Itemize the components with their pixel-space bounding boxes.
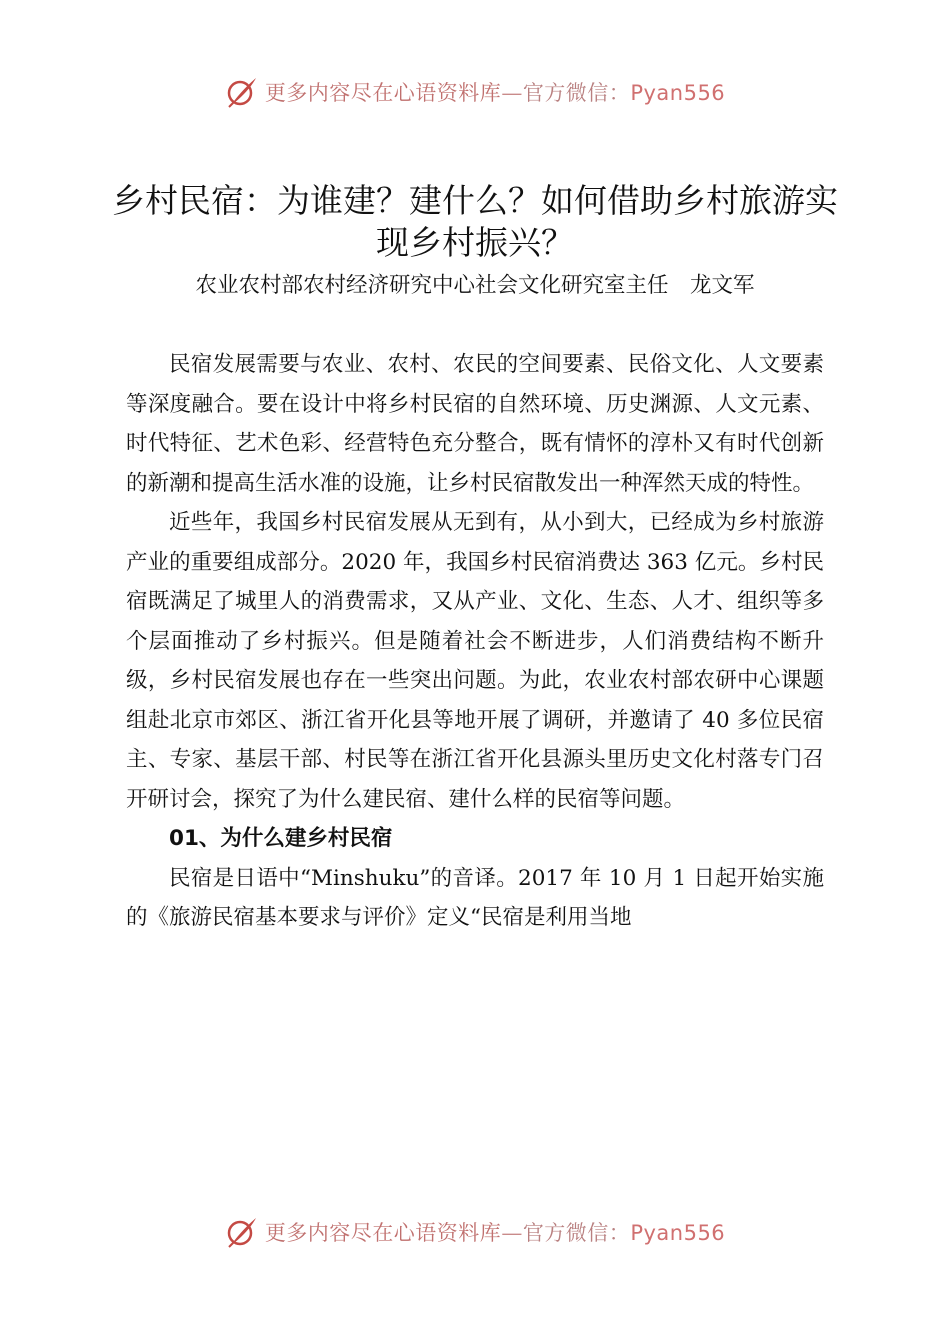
section-heading: 01、为什么建乡村民宿	[169, 826, 393, 851]
footer-banner	[0, 1210, 950, 1254]
banner-text	[265, 77, 725, 107]
banner-wechat-id: Pyan556	[630, 81, 726, 105]
banner-wechat-id: Pyan556	[630, 1221, 726, 1245]
banner-wechat-label: 官方微信：	[522, 81, 631, 105]
banner-main-text: 更多内容尽在心语资料库	[264, 81, 502, 105]
banner-separator: —	[501, 81, 523, 105]
banner-text	[265, 1217, 725, 1247]
section-paragraph: 民宿是日语中“Minshuku”的音译。2017 年 10 月 1 日起开始实施的《旅游民宿基本要求与评价》定义“民宿是利用当地	[126, 865, 824, 930]
header-banner	[0, 70, 950, 114]
banner-wechat-label: 官方微信：	[522, 1221, 631, 1245]
body-paragraph: 民宿发展需要与农业、农村、农民的空间要素、民俗文化、人文要素等深度融合。要在设计中将乡村民宿的自然环境、历史渊源、人文元素、时代特征、艺术色彩、经营特色充分整合，既有情怀的淳朴又有时代创新的新潮和提高生活水准的设施，让乡村民宿散发出一种浑然天成的特性。	[126, 352, 824, 496]
banner-main-text: 更多内容尽在心语资料库	[264, 1221, 502, 1245]
document-author: 农业农村部农村经济研究中心社会文化研究室主任 龙文军	[195, 273, 755, 298]
body-paragraph: 近些年，我国乡村民宿发展从无到有，从小到大，已经成为乡村旅游产业的重要组成部分。2020 年，我国乡村民宿消费达 363 亿元。乡村民宿既满足了城里人的消费需求，又从产业、文化、生态、人才、组织等多个层面推动了乡村振兴。但是随着社会不断进步，人们消费结构不断升级，乡村民宿发展也存在一些突出问题。为此，农业农村部农研中心课题组赴北京市郊区、浙江省开化县等地开展了调研，并邀请了 40 多位民宿主、专家、基层干部、村民等在浙江省开化县源头里历史文化村落专门召开研讨会，探究了为什么建民宿、建什么样的民宿等问题。	[126, 510, 824, 812]
document-title: 乡村民宿：为谁建？建什么？如何借助乡村旅游实现乡村振兴？	[112, 181, 838, 262]
quill-logo-icon	[225, 75, 259, 109]
quill-logo-icon	[225, 1215, 259, 1249]
document-body	[126, 345, 824, 938]
banner-separator: —	[501, 1221, 523, 1245]
